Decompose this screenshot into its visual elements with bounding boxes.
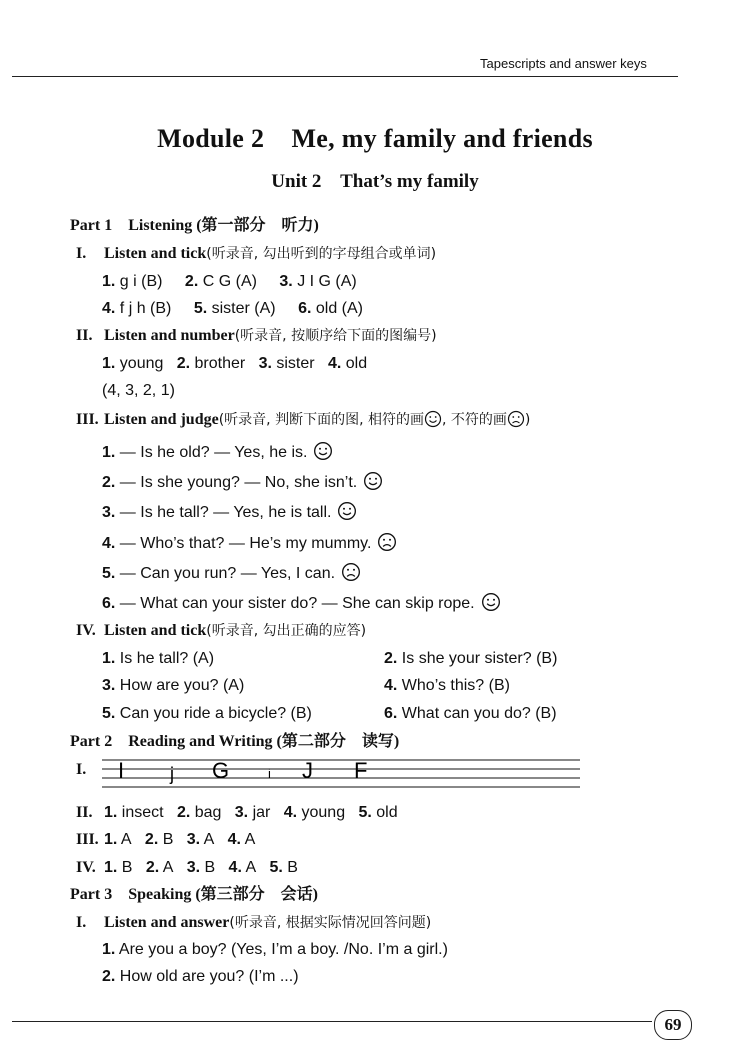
item-number: 5.: [102, 565, 116, 582]
section-number: III.: [76, 411, 99, 428]
item-number: 2.: [176, 804, 191, 821]
running-header: Tapescripts and answer keys: [480, 56, 647, 71]
item-answer: insect: [121, 804, 164, 821]
p3-s1-item: [102, 967, 299, 987]
part3-heading: Part 3 Speaking (第三部分 会话): [70, 886, 319, 903]
smile-face-icon: [424, 410, 442, 428]
p1-s4-heading: [76, 621, 366, 641]
item-answer: B: [204, 859, 216, 876]
item-answer: old: [376, 804, 398, 821]
item-answer: brother: [194, 355, 246, 372]
item-answer: — Is she young? — No, she isn’t.: [119, 474, 358, 491]
item-number: 6.: [102, 595, 116, 612]
section-title: Listen and answer: [104, 914, 230, 931]
item-number: 5.: [269, 859, 283, 876]
section-instruction: (听录音, 勾出听到的字母组合或单词): [206, 246, 437, 262]
item-answer: sister: [276, 355, 315, 372]
item-answer: What can you do? (B): [401, 705, 557, 722]
p1-s3-item: [102, 532, 397, 554]
item-number: 5.: [358, 804, 372, 821]
section-instruction: (听录音, 按顺序给下面的图编号): [234, 328, 437, 344]
item-answer: young: [301, 804, 346, 821]
p1-s4-item: [384, 649, 557, 669]
section-number: II.: [76, 327, 93, 344]
item-answer: B: [287, 859, 298, 876]
item-number: 5.: [193, 300, 208, 317]
handwritten-letter: j: [170, 764, 174, 784]
item-number: 1.: [104, 804, 118, 821]
footer-rule: [12, 1021, 652, 1022]
section-instruction: (听录音, 根据实际情况回答问题): [229, 915, 432, 931]
module-title: Module 2 Me, my family and friends: [157, 124, 593, 153]
p1-s1-heading: [76, 244, 436, 264]
p2-s3-answers: [76, 830, 255, 850]
p1-s2-heading: [76, 326, 437, 346]
smile-face-icon: [481, 592, 501, 612]
p1-s3-item: [102, 471, 383, 493]
item-number: 4.: [228, 859, 242, 876]
item-answer: sister (A): [211, 300, 276, 317]
section-title: Listen and tick: [104, 245, 207, 262]
item-answer: A: [245, 859, 257, 876]
section-number: I.: [76, 245, 87, 262]
section-instruction: (听录音, 勾出正确的应答): [206, 623, 367, 639]
item-answer: — Can you run? — Yes, I can.: [119, 565, 336, 582]
p1-s1-answers-row1: [102, 272, 357, 292]
item-answer: A: [162, 859, 174, 876]
item-number: 2.: [102, 968, 116, 985]
item-number: 1.: [102, 650, 116, 667]
item-number: 3.: [186, 859, 201, 876]
handwritten-letter: J: [302, 758, 313, 783]
item-number: 3.: [234, 804, 249, 821]
item-number: 1.: [104, 859, 118, 876]
item-number: 1.: [102, 273, 116, 290]
item-answer: Who’s this? (B): [401, 677, 510, 694]
section-number: II.: [76, 804, 93, 821]
section-number: I.: [76, 914, 87, 931]
p1-s4-item: [102, 704, 312, 724]
item-answer: — What can your sister do? — She can skip rope.: [119, 595, 475, 612]
item-number: 3.: [186, 831, 201, 848]
item-number: 4.: [384, 677, 398, 694]
item-answer: young: [119, 355, 164, 372]
item-number: 4.: [327, 355, 342, 372]
p2-s2-answers: [76, 803, 398, 823]
p1-s3-item: [102, 501, 357, 523]
item-number: 1.: [102, 444, 116, 461]
item-number: 1.: [102, 355, 116, 372]
smile-face-icon: [337, 501, 357, 521]
item-answer: f j h (B): [119, 300, 172, 317]
handwriting-lines: [102, 756, 580, 790]
section-number: IV.: [76, 859, 96, 876]
part2-heading: Part 2 Reading and Writing (第二部分 读写): [70, 733, 400, 750]
handwritten-letter: G: [212, 758, 230, 783]
frown-face-icon: [377, 532, 397, 552]
item-number: 3.: [102, 677, 116, 694]
section-instruction: , 不符的画: [441, 412, 507, 428]
item-number: 6.: [298, 300, 312, 317]
item-answer: A: [203, 831, 215, 848]
item-answer: Is he tall? (A): [119, 650, 215, 667]
item-answer: J I G (A): [297, 273, 357, 290]
item-number: 4.: [102, 300, 116, 317]
p3-s1-item: [102, 940, 448, 960]
item-answer: A: [244, 831, 256, 848]
section-instruction: (听录音, 判断下面的图, 相符的画: [218, 412, 424, 428]
item-number: 4.: [102, 535, 116, 552]
item-answer: old: [345, 355, 368, 372]
handwritten-letter: I: [118, 758, 125, 783]
section-number: III.: [76, 831, 99, 848]
p1-s3-item: [102, 441, 333, 463]
item-answer: C G (A): [202, 273, 257, 290]
unit-title: Unit 2 That’s my family: [271, 171, 479, 192]
item-answer: — Is he old? — Yes, he is.: [119, 444, 308, 461]
page-number: 69: [654, 1010, 692, 1040]
frown-face-icon: [507, 410, 525, 428]
item-number: 1.: [102, 941, 116, 958]
p3-s1-heading: [76, 913, 431, 933]
section-title: Listen and number: [104, 327, 235, 344]
item-answer: — Is he tall? — Yes, he is tall.: [119, 504, 332, 521]
header-rule: [12, 76, 678, 77]
item-number: 3.: [102, 504, 116, 521]
item-answer: — Who’s that? — He’s my mummy.: [119, 535, 372, 552]
item-answer: jar: [252, 804, 271, 821]
item-number: 5.: [102, 705, 116, 722]
p1-s4-item: [384, 704, 557, 724]
item-answer: Are you a boy? (Yes, I’m a boy. /No. I’m a girl.): [118, 941, 448, 958]
item-number: 2.: [102, 474, 116, 491]
section-number: IV.: [76, 622, 96, 639]
item-answer: B: [162, 831, 174, 848]
p1-s4-item: [102, 676, 244, 696]
item-number: 2.: [144, 831, 159, 848]
p1-s3-item: [102, 562, 361, 584]
item-answer: g i (B): [119, 273, 163, 290]
item-number: 3.: [279, 273, 293, 290]
item-answer: How are you? (A): [119, 677, 245, 694]
p1-s4-item: [102, 649, 214, 669]
p2-s1-number: I.: [76, 761, 87, 778]
item-answer: Can you ride a bicycle? (B): [119, 705, 312, 722]
item-number: 6.: [384, 705, 398, 722]
item-answer: bag: [194, 804, 222, 821]
p2-s4-answers: [76, 858, 298, 878]
smile-face-icon: [313, 441, 333, 461]
p1-s4-item: [384, 676, 510, 696]
item-answer: B: [121, 859, 133, 876]
handwritten-letter: F: [354, 758, 368, 783]
smile-face-icon: [363, 471, 383, 491]
p1-s3-item: [102, 592, 501, 614]
item-number: 4.: [283, 804, 298, 821]
handwritten-letter: i: [268, 766, 271, 781]
section-title: Listen and judge: [104, 411, 219, 428]
item-number: 2.: [145, 859, 160, 876]
p1-s2-sequence: (4, 3, 2, 1): [102, 382, 175, 399]
item-number: 2.: [384, 650, 398, 667]
item-number: 1.: [104, 831, 118, 848]
item-number: 3.: [258, 355, 272, 372]
item-number: 2.: [176, 355, 191, 372]
item-answer: Is she your sister? (B): [401, 650, 558, 667]
section-title: Listen and tick: [104, 622, 207, 639]
frown-face-icon: [341, 562, 361, 582]
item-answer: old (A): [315, 300, 363, 317]
p1-s3-heading: [76, 410, 530, 430]
item-answer: A: [120, 831, 132, 848]
p1-s1-answers-row2: [102, 299, 363, 319]
item-number: 2.: [184, 273, 199, 290]
item-number: 4.: [227, 831, 241, 848]
part1-heading: Part 1 Listening (第一部分 听力): [70, 217, 319, 234]
section-instruction: ): [524, 412, 531, 428]
p1-s2-answers: [102, 354, 367, 374]
item-answer: How old are you? (I’m ...): [119, 968, 299, 985]
